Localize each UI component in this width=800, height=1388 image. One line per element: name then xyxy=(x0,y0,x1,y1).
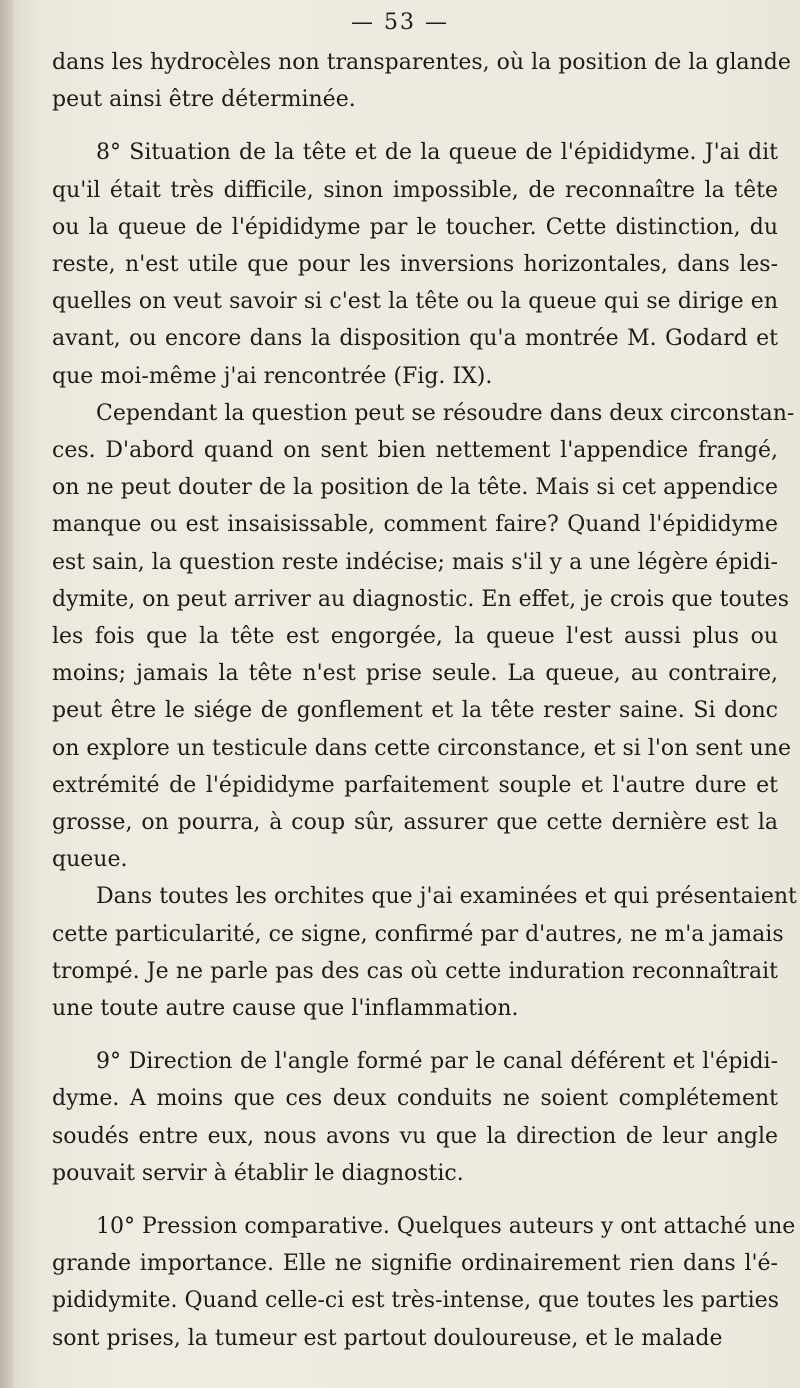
text-line: on explore un testicule dans cette circonstance, et si l'on sent une xyxy=(52,735,791,761)
text-line: pouvait servir à établir le diagnostic. xyxy=(52,1160,464,1186)
text-line: pididymite. Quand celle-ci est très-intense, que toutes les parties xyxy=(52,1288,779,1314)
text-line: les fois que la tête est engorgée, la queue l'est aussi plus ou xyxy=(52,624,778,649)
text-line: 10° Pression comparative. Quelques auteurs y ont attaché une xyxy=(96,1214,796,1239)
text-line: peut être le siége de gonflement et la tête rester saine. Si donc xyxy=(52,698,778,724)
text-line: Cependant la question peut se résoudre dans deux circonstan- xyxy=(96,400,795,426)
text-line: quelles on veut savoir si c'est la tête ou la queue qui se dirige en xyxy=(52,289,778,315)
page-number: — 53 — xyxy=(351,10,449,35)
text-line: manque ou est insaisissable, comment faire? Quand l'épididyme xyxy=(52,512,778,538)
text-line: avant, ou encore dans la disposition qu'a montrée M. Godard et xyxy=(52,326,778,352)
text-line: 9° Direction de l'angle formé par le canal déférent et l'épidi- xyxy=(96,1049,778,1075)
text-line: dyme. A moins que ces deux conduits ne soient complétement xyxy=(52,1086,778,1112)
text-line: reste, n'est utile que pour les inversions horizontales, dans les- xyxy=(52,252,778,277)
text-line: ou la queue de l'épididyme par le toucher. Cette distinction, du xyxy=(52,214,778,240)
text-line: ces. D'abord quand on sent bien nettement l'appendice frangé, xyxy=(52,438,778,463)
text-line: 8° Situation de la tête et de la queue de l'épididyme. J'ai dit xyxy=(96,140,778,166)
text-line: dymite, on peut arriver au diagnostic. En effet, je crois que toutes xyxy=(52,586,790,612)
text-line: peut ainsi être déterminée. xyxy=(52,87,356,113)
text-line: qu'il était très difficile, sinon impossible, de reconnaître la tête xyxy=(52,177,778,203)
text-line: une toute autre cause que l'inflammation. xyxy=(52,996,519,1021)
text-line: dans les hydrocèles non transparentes, où la position de la glande xyxy=(52,50,791,75)
text-line: cette particularité, ce signe, confirmé par d'autres, ne m'a jamais xyxy=(52,921,784,947)
page-gutter xyxy=(0,0,14,1388)
text-line: moins; jamais la tête n'est prise seule. La queue, au contraire, xyxy=(52,661,778,687)
text-line: trompé. Je ne parle pas des cas où cette induration reconnaîtrait xyxy=(52,958,778,984)
text-line: queue. xyxy=(52,847,128,873)
text-line: grosse, on pourra, à coup sûr, assurer que cette dernière est la xyxy=(52,810,778,835)
text-line: est sain, la question reste indécise; mais s'il y a une légère épidi- xyxy=(52,549,778,575)
text-line: soudés entre eux, nous avons vu que la direction de leur angle xyxy=(52,1123,778,1149)
text-line: Dans toutes les orchites que j'ai examinées et qui présentaient xyxy=(96,884,797,910)
text-line: sont prises, la tumeur est partout douloureuse, et le malade xyxy=(52,1325,723,1351)
text-line: extrémité de l'épididyme parfaitement souple et l'autre dure et xyxy=(52,772,778,798)
text-line: grande importance. Elle ne signifie ordinairement rien dans l'é- xyxy=(52,1251,778,1277)
text-line: que moi-même j'ai rencontrée (Fig. IX). xyxy=(52,363,493,389)
text-line: on ne peut douter de la position de la tête. Mais si cet appendice xyxy=(52,475,778,501)
